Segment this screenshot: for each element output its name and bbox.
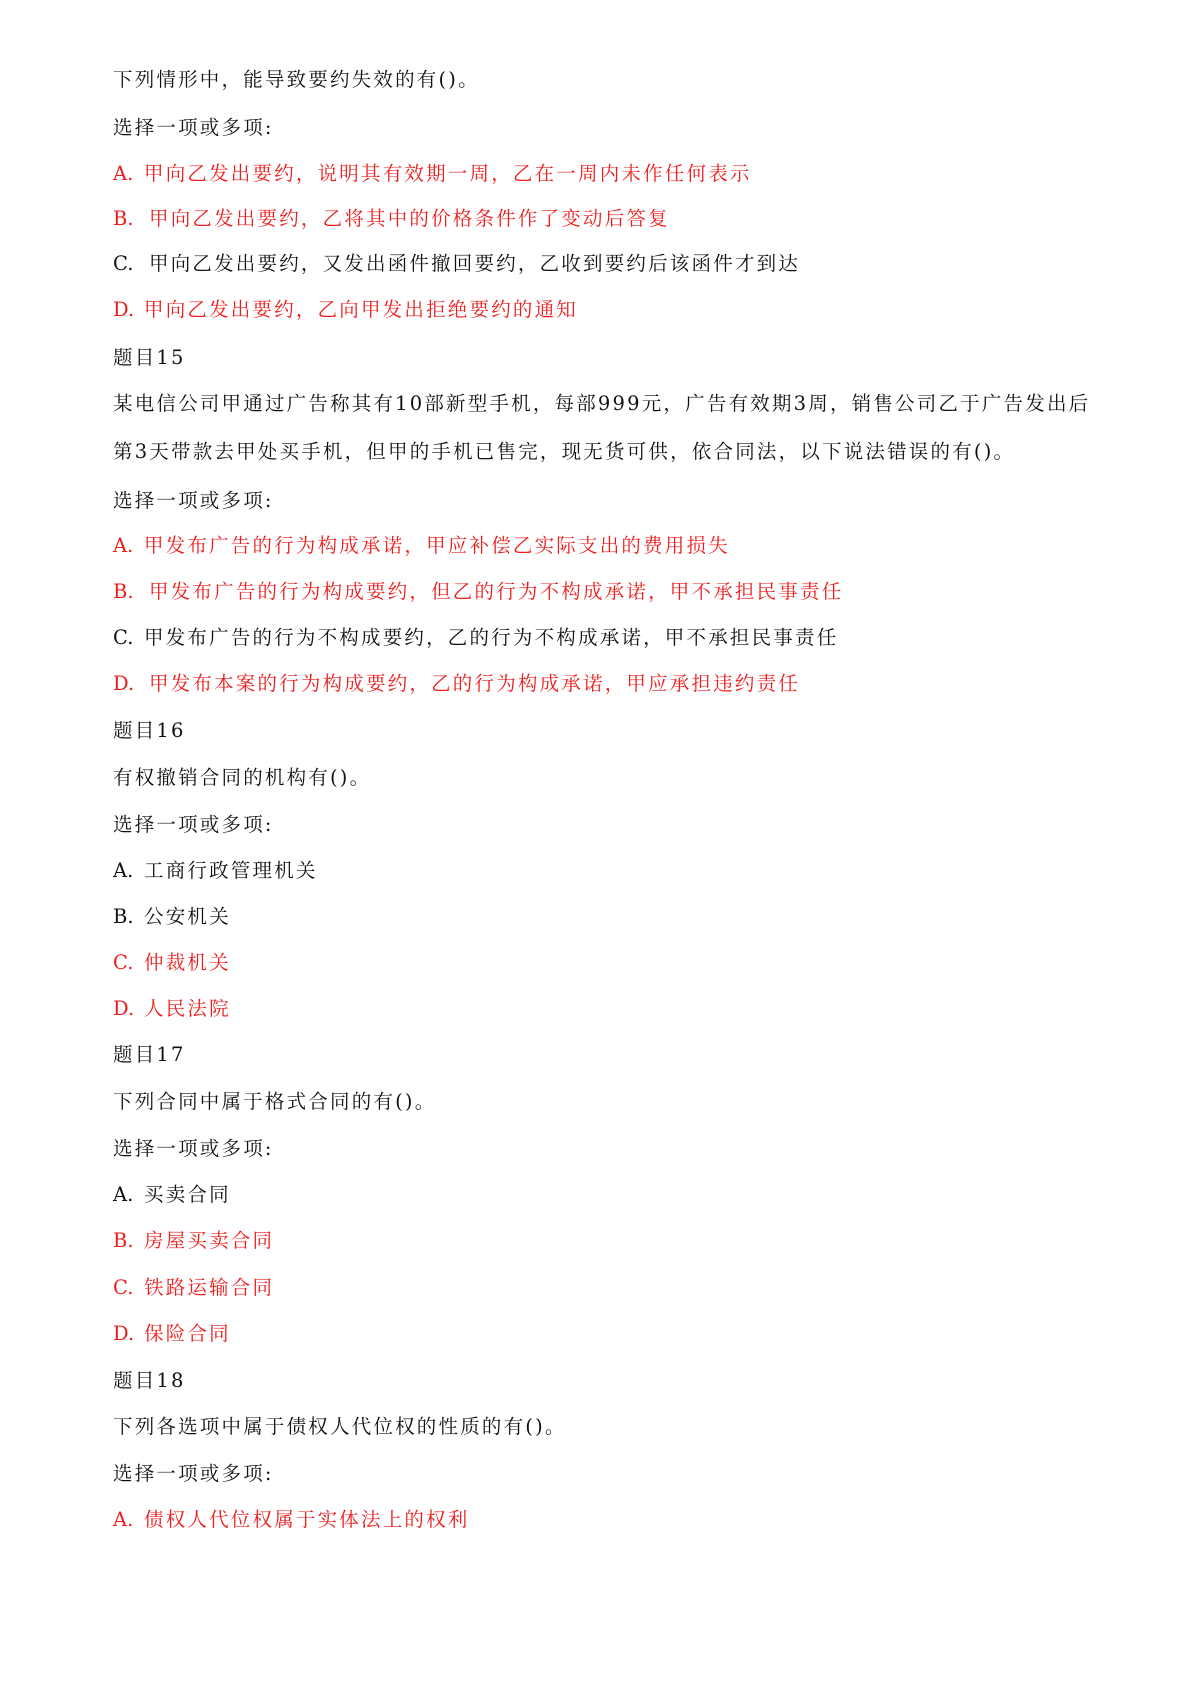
option-letter: A. <box>113 162 134 185</box>
option-letter: B. <box>113 905 134 928</box>
option-letter: B. <box>113 207 134 230</box>
option-letter: A. <box>113 859 134 882</box>
option-letter: D. <box>113 298 135 321</box>
option-letter: A. <box>113 534 134 557</box>
option-text: 仲裁机关 <box>144 951 231 974</box>
option-letter: A. <box>113 1508 134 1531</box>
option-a <box>113 534 730 558</box>
option-letter: B. <box>113 580 134 603</box>
option-text: 保险合同 <box>144 1322 231 1345</box>
option-text: 甲发布广告的行为不构成要约，乙的行为不构成承诺，甲不承担民事责任 <box>144 626 839 649</box>
option-letter: A. <box>113 1183 134 1206</box>
option-c <box>113 626 838 650</box>
option-text: 公安机关 <box>144 905 231 928</box>
option-d <box>113 672 800 696</box>
option-a <box>113 1508 470 1532</box>
option-c <box>113 951 231 975</box>
question-text: 某电信公司甲通过广告称其有10部新型手机，每部999元，广告有效期3周，销售公司乙于广告发出后 <box>113 392 1091 415</box>
question-text: 下列合同中属于格式合同的有()。 <box>113 1090 437 1113</box>
option-letter: B. <box>113 1229 134 1252</box>
option-a <box>113 1183 231 1207</box>
option-d <box>113 298 578 322</box>
option-b <box>113 580 843 604</box>
question-title: 题目16 <box>113 719 186 742</box>
option-text: 甲发布本案的行为构成要约，乙的行为构成承诺，甲应承担违约责任 <box>149 672 801 695</box>
prompt-label: 选择一项或多项: <box>113 1462 274 1485</box>
option-text: 债权人代位权属于实体法上的权利 <box>144 1508 470 1531</box>
option-text: 买卖合同 <box>144 1183 231 1206</box>
option-d <box>113 1322 231 1346</box>
option-letter: C. <box>113 1276 134 1299</box>
option-c <box>113 252 800 276</box>
option-letter: C. <box>113 252 134 275</box>
option-letter: D. <box>113 1322 135 1345</box>
option-text: 甲发布广告的行为构成要约，但乙的行为不构成承诺，甲不承担民事责任 <box>149 580 844 603</box>
option-b <box>113 1229 274 1253</box>
question-text: 下列各选项中属于债权人代位权的性质的有()。 <box>113 1415 567 1438</box>
option-a <box>113 162 752 186</box>
option-text: 房屋买卖合同 <box>144 1229 275 1252</box>
option-text: 铁路运输合同 <box>144 1276 275 1299</box>
option-b <box>113 905 231 929</box>
option-text: 甲向乙发出要约，乙将其中的价格条件作了变动后答复 <box>149 207 670 230</box>
option-d <box>113 997 231 1021</box>
prompt-label: 选择一项或多项: <box>113 489 274 512</box>
question-text: 有权撤销合同的机构有()。 <box>113 766 372 789</box>
prompt-label: 选择一项或多项: <box>113 1137 274 1160</box>
option-text: 工商行政管理机关 <box>144 859 318 882</box>
option-letter: D. <box>113 672 135 695</box>
option-text: 人民法院 <box>144 997 231 1020</box>
option-text: 甲向乙发出要约，又发出函件撤回要约，乙收到要约后该函件才到达 <box>149 252 801 275</box>
option-letter: C. <box>113 626 134 649</box>
prompt-label: 选择一项或多项: <box>113 813 274 836</box>
option-letter: D. <box>113 997 135 1020</box>
question-title: 题目17 <box>113 1043 186 1066</box>
option-c <box>113 1276 274 1300</box>
option-text: 甲向乙发出要约，说明其有效期一周，乙在一周内未作任何表示 <box>144 162 752 185</box>
option-letter: C. <box>113 951 134 974</box>
question-text: 下列情形中，能导致要约失效的有()。 <box>113 68 480 91</box>
question-title: 题目15 <box>113 346 186 369</box>
option-a <box>113 859 318 883</box>
option-text: 甲向乙发出要约，乙向甲发出拒绝要约的通知 <box>144 298 579 321</box>
option-b <box>113 207 670 231</box>
option-text: 甲发布广告的行为构成承诺，甲应补偿乙实际支出的费用损失 <box>144 534 730 557</box>
prompt-label: 选择一项或多项: <box>113 116 274 139</box>
question-text: 第3天带款去甲处买手机，但甲的手机已售完，现无货可供，依合同法，以下说法错误的有()。 <box>113 440 1016 463</box>
question-title: 题目18 <box>113 1369 186 1392</box>
